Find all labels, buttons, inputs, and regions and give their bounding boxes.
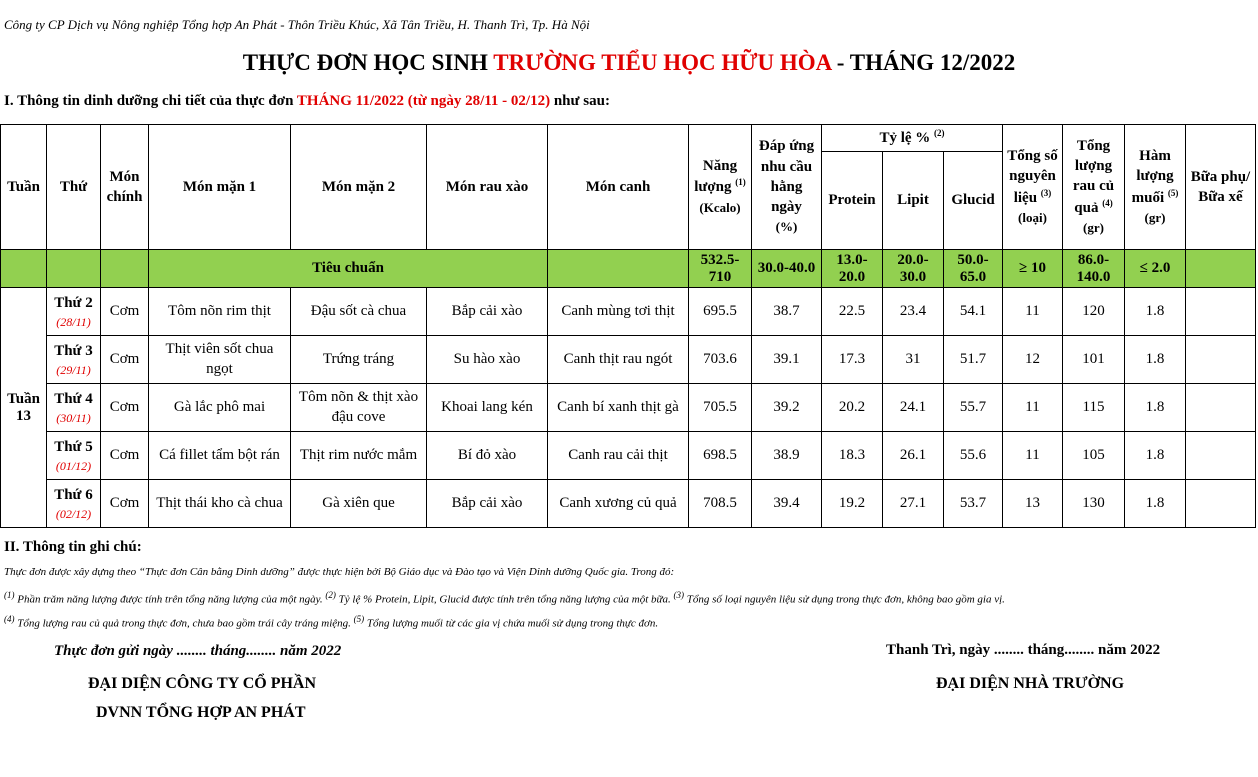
man2-cell: Đậu sốt cà chua	[291, 288, 427, 336]
bua-phu-cell	[1186, 480, 1256, 528]
man1-cell: Tôm nõn rim thịt	[149, 288, 291, 336]
standard-rau-cu: 86.0-140.0	[1063, 250, 1125, 288]
header-mon-chinh: Món chính	[101, 125, 149, 250]
header-tuan: Tuần	[1, 125, 47, 250]
rep-left-line-1: ĐẠI DIỆN CÔNG TY CỔ PHẦN	[88, 675, 317, 692]
header-ty-le	[822, 125, 1003, 152]
company-line: Công ty CP Dịch vụ Nông nghiệp Tổng hợp An Phát - Thôn Triều Khúc, Xã Tân Triều, H. Thanh Trì, Tp. Hà Nội	[4, 17, 590, 32]
note-4-sup: (4)	[4, 614, 15, 624]
day-name: Thứ 4	[54, 391, 93, 408]
header-dap-ung-unit: (%)	[775, 219, 798, 235]
header-rau: Món rau xào	[427, 125, 548, 250]
note-3-sup: (3)	[673, 590, 685, 600]
standard-empty-3	[101, 250, 149, 288]
man1-cell: Cá fillet tẩm bột rán	[149, 432, 291, 480]
header-ty-le-sup: (2)	[934, 128, 945, 139]
header-dap-ung	[752, 125, 822, 250]
protein-cell: 19.2	[822, 480, 883, 528]
header-nguyen-lieu-sup: (3)	[1040, 187, 1052, 198]
title-school: TRƯỜNG TIỂU HỌC HỮU HÒA	[493, 50, 832, 75]
header-bua-phu: Bữa phụ/ Bữa xế	[1186, 125, 1256, 250]
day-cell	[47, 288, 101, 336]
table-row	[1, 336, 1256, 384]
day-cell	[47, 432, 101, 480]
header-dap-ung-label: Đáp ứng nhu cầu hằng ngày	[758, 138, 815, 216]
nguyen-lieu-cell: 11	[1003, 288, 1063, 336]
note-line-1	[4, 590, 1005, 606]
day-cell	[47, 384, 101, 432]
header-canh: Món canh	[548, 125, 689, 250]
standard-empty-2	[47, 250, 101, 288]
date-line-right: Thanh Trì, ngày ........ tháng........ năm 2022	[886, 642, 1161, 658]
standard-dap-ung: 30.0-40.0	[752, 250, 822, 288]
section-2-heading: II. Thông tin ghi chú:	[4, 539, 142, 555]
day-date: (29/11)	[56, 362, 91, 377]
mon-chinh-cell: Cơm	[101, 384, 149, 432]
rau-cell: Su hào xào	[427, 336, 548, 384]
day-cell	[47, 480, 101, 528]
standard-protein: 13.0-20.0	[822, 250, 883, 288]
standard-label: Tiêu chuẩn	[149, 250, 548, 288]
mon-chinh-cell: Cơm	[101, 480, 149, 528]
rau-cu-cell: 115	[1063, 384, 1125, 432]
header-rau-cu-label: Tổng lượng rau củ quả	[1072, 137, 1115, 216]
header-nguyen-lieu	[1003, 125, 1063, 250]
header-muoi	[1125, 125, 1186, 250]
nguyen-lieu-cell: 11	[1003, 384, 1063, 432]
mon-chinh-cell: Cơm	[101, 288, 149, 336]
header-ty-le-label: Tỷ lệ %	[879, 130, 931, 147]
header-rau-cu	[1063, 125, 1125, 250]
canh-cell: Canh xương củ quả	[548, 480, 689, 528]
canh-cell: Canh rau cải thịt	[548, 432, 689, 480]
standard-empty-4	[548, 250, 689, 288]
table-row	[1, 480, 1256, 528]
note-3: Tổng số loại nguyên liệu sử dụng trong thực đơn, không bao gồm gia vị.	[684, 593, 1005, 606]
rau-cu-cell: 105	[1063, 432, 1125, 480]
header-rau-cu-unit: (gr)	[1083, 219, 1104, 235]
dap-ung-cell: 39.1	[752, 336, 822, 384]
lipit-cell: 27.1	[883, 480, 944, 528]
canh-cell: Canh mùng tơi thịt	[548, 288, 689, 336]
glucid-cell: 51.7	[944, 336, 1003, 384]
glucid-cell: 55.6	[944, 432, 1003, 480]
bua-phu-cell	[1186, 384, 1256, 432]
day-name: Thứ 3	[54, 343, 93, 360]
header-rau-cu-sup: (4)	[1102, 197, 1113, 208]
canh-cell: Canh thịt rau ngót	[548, 336, 689, 384]
protein-cell: 20.2	[822, 384, 883, 432]
man1-cell: Thịt thái kho cà chua	[149, 480, 291, 528]
nang-luong-cell: 705.5	[689, 384, 752, 432]
canh-cell: Canh bí xanh thịt gà	[548, 384, 689, 432]
man1-cell: Gà lắc phô mai	[149, 384, 291, 432]
lipit-cell: 23.4	[883, 288, 944, 336]
protein-cell: 17.3	[822, 336, 883, 384]
rau-cell: Khoai lang kén	[427, 384, 548, 432]
note-line-2	[4, 614, 658, 630]
standard-empty-1	[1, 250, 47, 288]
note-1: Phần trăm năng lượng được tính trên tổng năng lượng của một ngày.	[14, 593, 326, 606]
header-muoi-unit: (gr)	[1144, 209, 1166, 225]
note-2-sup: (2)	[325, 590, 336, 600]
mon-chinh-cell: Cơm	[101, 336, 149, 384]
header-thu: Thứ	[47, 125, 101, 250]
rau-cu-cell: 130	[1063, 480, 1125, 528]
note-1-sup: (1)	[4, 590, 15, 600]
header-glucid: Glucid	[944, 152, 1003, 250]
dap-ung-cell: 39.4	[752, 480, 822, 528]
note-5: Tổng lượng muối từ các gia vị chứa muối sử dụng trong thực đơn.	[364, 617, 659, 630]
menu-table	[0, 124, 1256, 528]
glucid-cell: 53.7	[944, 480, 1003, 528]
man2-cell: Thịt rim nước mắm	[291, 432, 427, 480]
dap-ung-cell: 39.2	[752, 384, 822, 432]
rep-left-line-2: DVNN TỔNG HỢP AN PHÁT	[96, 704, 306, 721]
date-line-left: Thực đơn gửi ngày ........ tháng........ năm 2022	[54, 643, 342, 659]
lipit-cell: 26.1	[883, 432, 944, 480]
glucid-cell: 55.7	[944, 384, 1003, 432]
header-muoi-sup: (5)	[1167, 187, 1179, 198]
day-name: Thứ 2	[54, 295, 93, 312]
nang-luong-cell: 708.5	[689, 480, 752, 528]
nguyen-lieu-cell: 13	[1003, 480, 1063, 528]
muoi-cell: 1.8	[1125, 336, 1186, 384]
rep-right: ĐẠI DIỆN NHÀ TRƯỜNG	[936, 675, 1125, 692]
standard-nang-luong: 532.5-710	[689, 250, 752, 288]
nang-luong-cell: 703.6	[689, 336, 752, 384]
header-muoi-label: Hàm lượng muối	[1131, 148, 1174, 206]
title-part-2: - THÁNG 12/2022	[831, 50, 1016, 75]
section-1-highlight: THÁNG 11/2022 (từ ngày 28/11 - 02/12)	[296, 93, 551, 109]
title-part-1: THỰC ĐƠN HỌC SINH	[242, 50, 494, 75]
header-nang-luong-sup: (1)	[735, 177, 746, 188]
table-row	[1, 384, 1256, 432]
header-nguyen-lieu-label: Tổng số nguyên liệu	[1007, 148, 1058, 206]
nang-luong-cell: 695.5	[689, 288, 752, 336]
nang-luong-cell: 698.5	[689, 432, 752, 480]
note-5-sup: (5)	[353, 614, 365, 624]
page-title	[0, 50, 1258, 76]
header-man-2: Món mặn 2	[291, 125, 427, 250]
protein-cell: 22.5	[822, 288, 883, 336]
rau-cell: Bắp cải xào	[427, 288, 548, 336]
table-row	[1, 432, 1256, 480]
standard-empty-5	[1186, 250, 1256, 288]
mon-chinh-cell: Cơm	[101, 432, 149, 480]
header-man-1: Món mặn 1	[149, 125, 291, 250]
rau-cu-cell: 120	[1063, 288, 1125, 336]
header-nang-luong-label: Năng lượng	[694, 158, 738, 196]
dap-ung-cell: 38.9	[752, 432, 822, 480]
muoi-cell: 1.8	[1125, 288, 1186, 336]
dap-ung-cell: 38.7	[752, 288, 822, 336]
muoi-cell: 1.8	[1125, 432, 1186, 480]
nguyen-lieu-cell: 12	[1003, 336, 1063, 384]
day-date: (02/12)	[55, 506, 92, 521]
rau-cu-cell: 101	[1063, 336, 1125, 384]
standard-row	[1, 250, 1256, 288]
header-nguyen-lieu-unit: (loại)	[1018, 209, 1047, 225]
day-date: (01/12)	[55, 458, 92, 473]
note-intro: Thực đơn được xây dựng theo “Thực đơn Cân bằng Dinh dưỡng” được thực hiện bởi Bộ Giáo dục và Đào tạo và Viện Dinh dưỡng Quốc gia. Trong đó:	[4, 566, 675, 578]
standard-nguyen-lieu: ≥ 10	[1003, 250, 1063, 288]
bua-phu-cell	[1186, 288, 1256, 336]
standard-glucid: 50.0-65.0	[944, 250, 1003, 288]
man2-cell: Tôm nõn & thịt xào đậu cove	[291, 384, 427, 432]
protein-cell: 18.3	[822, 432, 883, 480]
muoi-cell: 1.8	[1125, 384, 1186, 432]
rau-cell: Bắp cải xào	[427, 480, 548, 528]
day-date: (28/11)	[56, 314, 91, 329]
note-2: Tỷ lệ % Protein, Lipit, Glucid được tính trên tổng năng lượng của một bữa.	[335, 593, 674, 606]
note-4: Tổng lượng rau củ quả trong thực đơn, chưa bao gồm trái cây tráng miệng.	[14, 617, 354, 630]
bua-phu-cell	[1186, 432, 1256, 480]
header-nang-luong	[689, 125, 752, 250]
section-1-heading	[4, 93, 610, 110]
day-name: Thứ 6	[54, 487, 93, 504]
muoi-cell: 1.8	[1125, 480, 1186, 528]
header-nang-luong-unit: (Kcalo)	[699, 199, 741, 215]
man1-cell: Thịt viên sốt chua ngọt	[149, 336, 291, 384]
standard-muoi: ≤ 2.0	[1125, 250, 1186, 288]
header-lipit: Lipit	[883, 152, 944, 250]
rau-cell: Bí đỏ xào	[427, 432, 548, 480]
day-name: Thứ 5	[54, 439, 93, 456]
table-row	[1, 288, 1256, 336]
glucid-cell: 54.1	[944, 288, 1003, 336]
bua-phu-cell	[1186, 336, 1256, 384]
section-1-suffix: như sau:	[550, 93, 610, 109]
standard-lipit: 20.0-30.0	[883, 250, 944, 288]
lipit-cell: 31	[883, 336, 944, 384]
man2-cell: Gà xiên que	[291, 480, 427, 528]
header-protein: Protein	[822, 152, 883, 250]
man2-cell: Trứng tráng	[291, 336, 427, 384]
day-date: (30/11)	[56, 410, 91, 425]
day-cell	[47, 336, 101, 384]
week-cell: Tuần 13	[1, 288, 47, 528]
section-1-text: I. Thông tin dinh dưỡng chi tiết của thực đơn	[4, 93, 297, 109]
nguyen-lieu-cell: 11	[1003, 432, 1063, 480]
lipit-cell: 24.1	[883, 384, 944, 432]
